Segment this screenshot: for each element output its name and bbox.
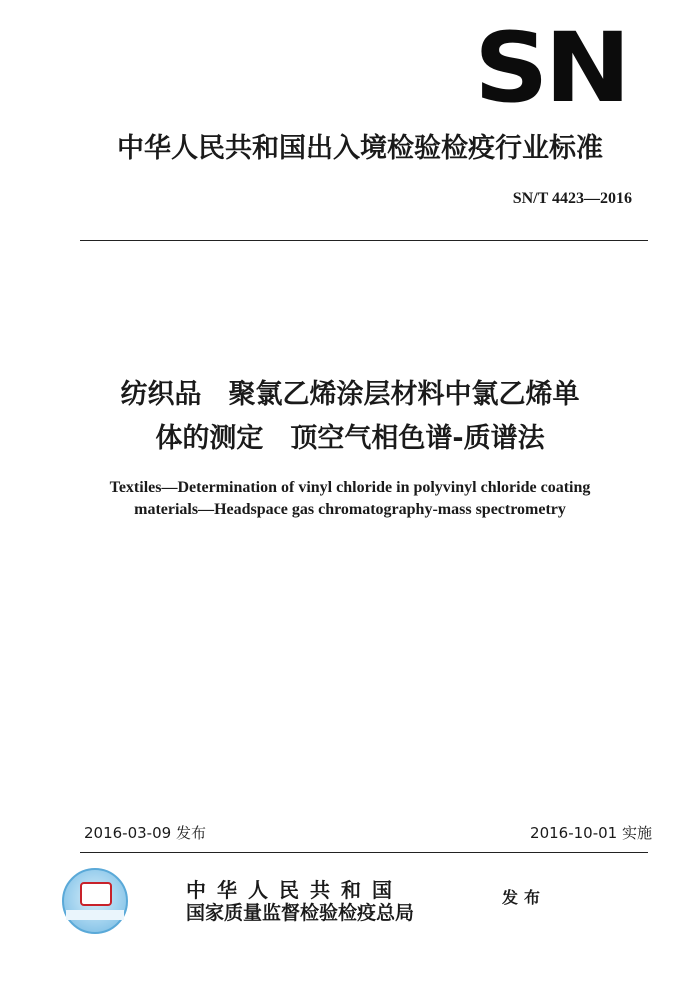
english-title-line-2: materials—Headspace gas chromatography-mass spectrometry [134, 501, 566, 518]
issue-date: 2016-03-09 发布 [84, 824, 206, 842]
publisher-agency: 国家质量监督检验检疫总局 [186, 902, 415, 924]
publisher-country: 中华人民共和国 [186, 878, 403, 902]
publish-label: 发布 [502, 888, 547, 907]
anti-counterfeit-seal-icon [62, 868, 128, 934]
chinese-title-line-2: 体的测定 顶空气相色谱-质谱法 [155, 423, 545, 454]
industry-standard-title: 中华人民共和国出入境检验检疫行业标准 [117, 133, 603, 164]
seal-emblem-icon [80, 882, 112, 906]
implementation-date: 2016-10-01 实施 [530, 824, 652, 842]
english-title-line-1: Textiles—Determination of vinyl chloride in polyvinyl chloride coating [109, 479, 591, 496]
seal-band [66, 910, 124, 920]
top-divider [80, 240, 648, 241]
sn-logo: SN [474, 12, 627, 124]
bottom-divider [80, 852, 648, 853]
standard-number: SN/T 4423—2016 [512, 190, 632, 207]
chinese-title-line-1: 纺织品 聚氯乙烯涂层材料中氯乙烯单 [120, 379, 580, 410]
